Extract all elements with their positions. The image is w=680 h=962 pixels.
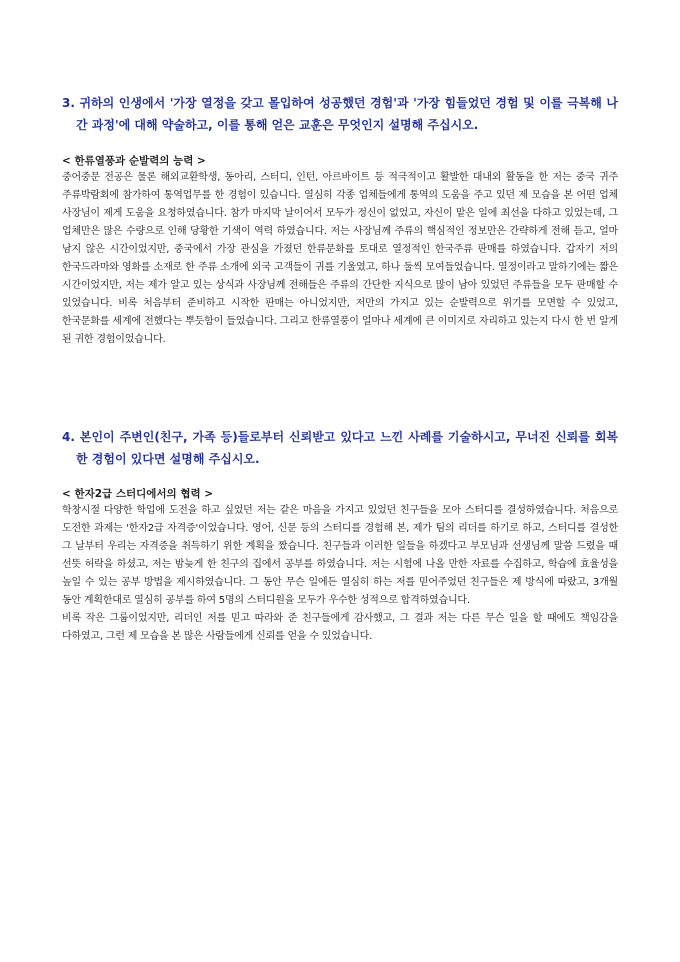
question-4-heading: 4. 본인이 주변인(친구, 가족 등)들로부터 신뢰받고 있다고 느낀 사례를 기술하시고, 무너진 신뢰를 회복한 경험이 있다면 설명해 주십시오. (62, 430, 618, 466)
question-3-heading: 3. 귀하의 인생에서 '가장 열정을 갖고 몰입하여 성공했던 경험'과 '가장 힘들었던 경험 및 이를 극복해 나간 과정'에 대해 약술하고, 이를 통해 얻은 교훈은 무엇인지 설명해 주십시오. (62, 96, 618, 132)
answer-3-subheading: < 한류열풍과 순발력의 능력 > (62, 155, 206, 167)
answer-4-subheading: < 한자2급 스터디에서의 협력 > (62, 488, 214, 500)
question-section-3 (62, 92, 618, 349)
question-section-4 (62, 426, 618, 646)
answer-3-paragraph: 중어중문 전공은 물론 해외교환학생, 동아리, 스터디, 인턴, 아르바이트 등 적극적이고 활발한 대내외 활동을 한 저는 중국 귀주 주류박람회에 참가하여 통역업무를 한 경험이 있습니다. 열심히 각종 업체들에게 통역의 도움을 주고 있던 제 모습을 본 어떤 업체 사장님이 제게 도움을 요청하였습니다. 참가 마지막 날이어서 모두가 정신이 없었고, 자신이 맡은 일에 최선을 다하고 있었는데, 그 업체만은 많은 수량으로 인해 당황한 기색이 역력 하였습니다. 저는 사장님께 주류의 핵심적인 정보만은 간략하게 전해 듣고, 얼마 남지 않은 시간이었지만, 중국에서 가장 관심을 가졌던 한류문화를 토대로 열정적인 한국주류 판매를 하였습니다. 갑자기 저의 한국드라마와 영화를 소재로 한 주류 소개에 외국 고객들이 귀를 기울였고, 하나 둘씩 모여들었습니다. 열정이라고 말하기에는 짧은 시간이었지만, 저는 제가 알고 있는 상식과 사장님께 전해들은 주류의 간단한 지식으로 많이 남아 있었던 주류들을 모두 판매할 수 있었습니다. 비록 처음부터 준비하고 시작한 판매는 아니었지만, 저만의 가지고 있는 순발력으로 위기를 모면할 수 있었고, 한국문화를 세계에 전했다는 뿌듯함이 들었습니다. 그리고 한류열풍이 얼마나 세계에 큰 이미지로 자리하고 있는지 다시 한 번 알게 된 귀한 경험이었습니다. (62, 172, 618, 345)
answer-4-paragraph-2: 비록 작은 그룹이었지만, 리더인 저를 믿고 따라와 준 친구들에게 감사했고, 그 결과 저는 다른 무슨 일을 할 때에도 책임감을 다하였고, 그런 제 모습을 본 많은 사람들에게 신뢰를 얻을 수 있었습니다. (62, 613, 618, 642)
answer-4-paragraph-1: 학창시절 다양한 학업에 도전을 하고 싶었던 저는 같은 마음을 가지고 있었던 친구들을 모아 스터디를 결성하였습니다. 처음으로 도전한 과제는 '한자2급 자격증'이었습니다. 영어, 신문 등의 스터디를 경험해 본, 제가 팀의 리더를 하기로 하고, 스터디를 결성한 그 날부터 우리는 자격증을 취득하기 위한 계획을 짰습니다. 친구들과 이러한 일들을 하겠다고 부모님과 선생님께 말씀 드렸을 때 선뜻 허락을 하셨고, 저는 밤늦게 한 친구의 집에서 공부를 하였습니다. 저는 시험에 나올 만한 자료를 수집하고, 학습에 효율성을 높일 수 있는 공부 방법을 제시하였습니다. 그 동안 무슨 일에든 열심히 하는 저를 믿어주었던 친구들은 제 방식에 따랐고, 3개월 동안 계획한대로 열심히 공부를 하여 5명의 스터디원을 모두가 우수한 성적으로 합격하였습니다. (62, 505, 618, 606)
